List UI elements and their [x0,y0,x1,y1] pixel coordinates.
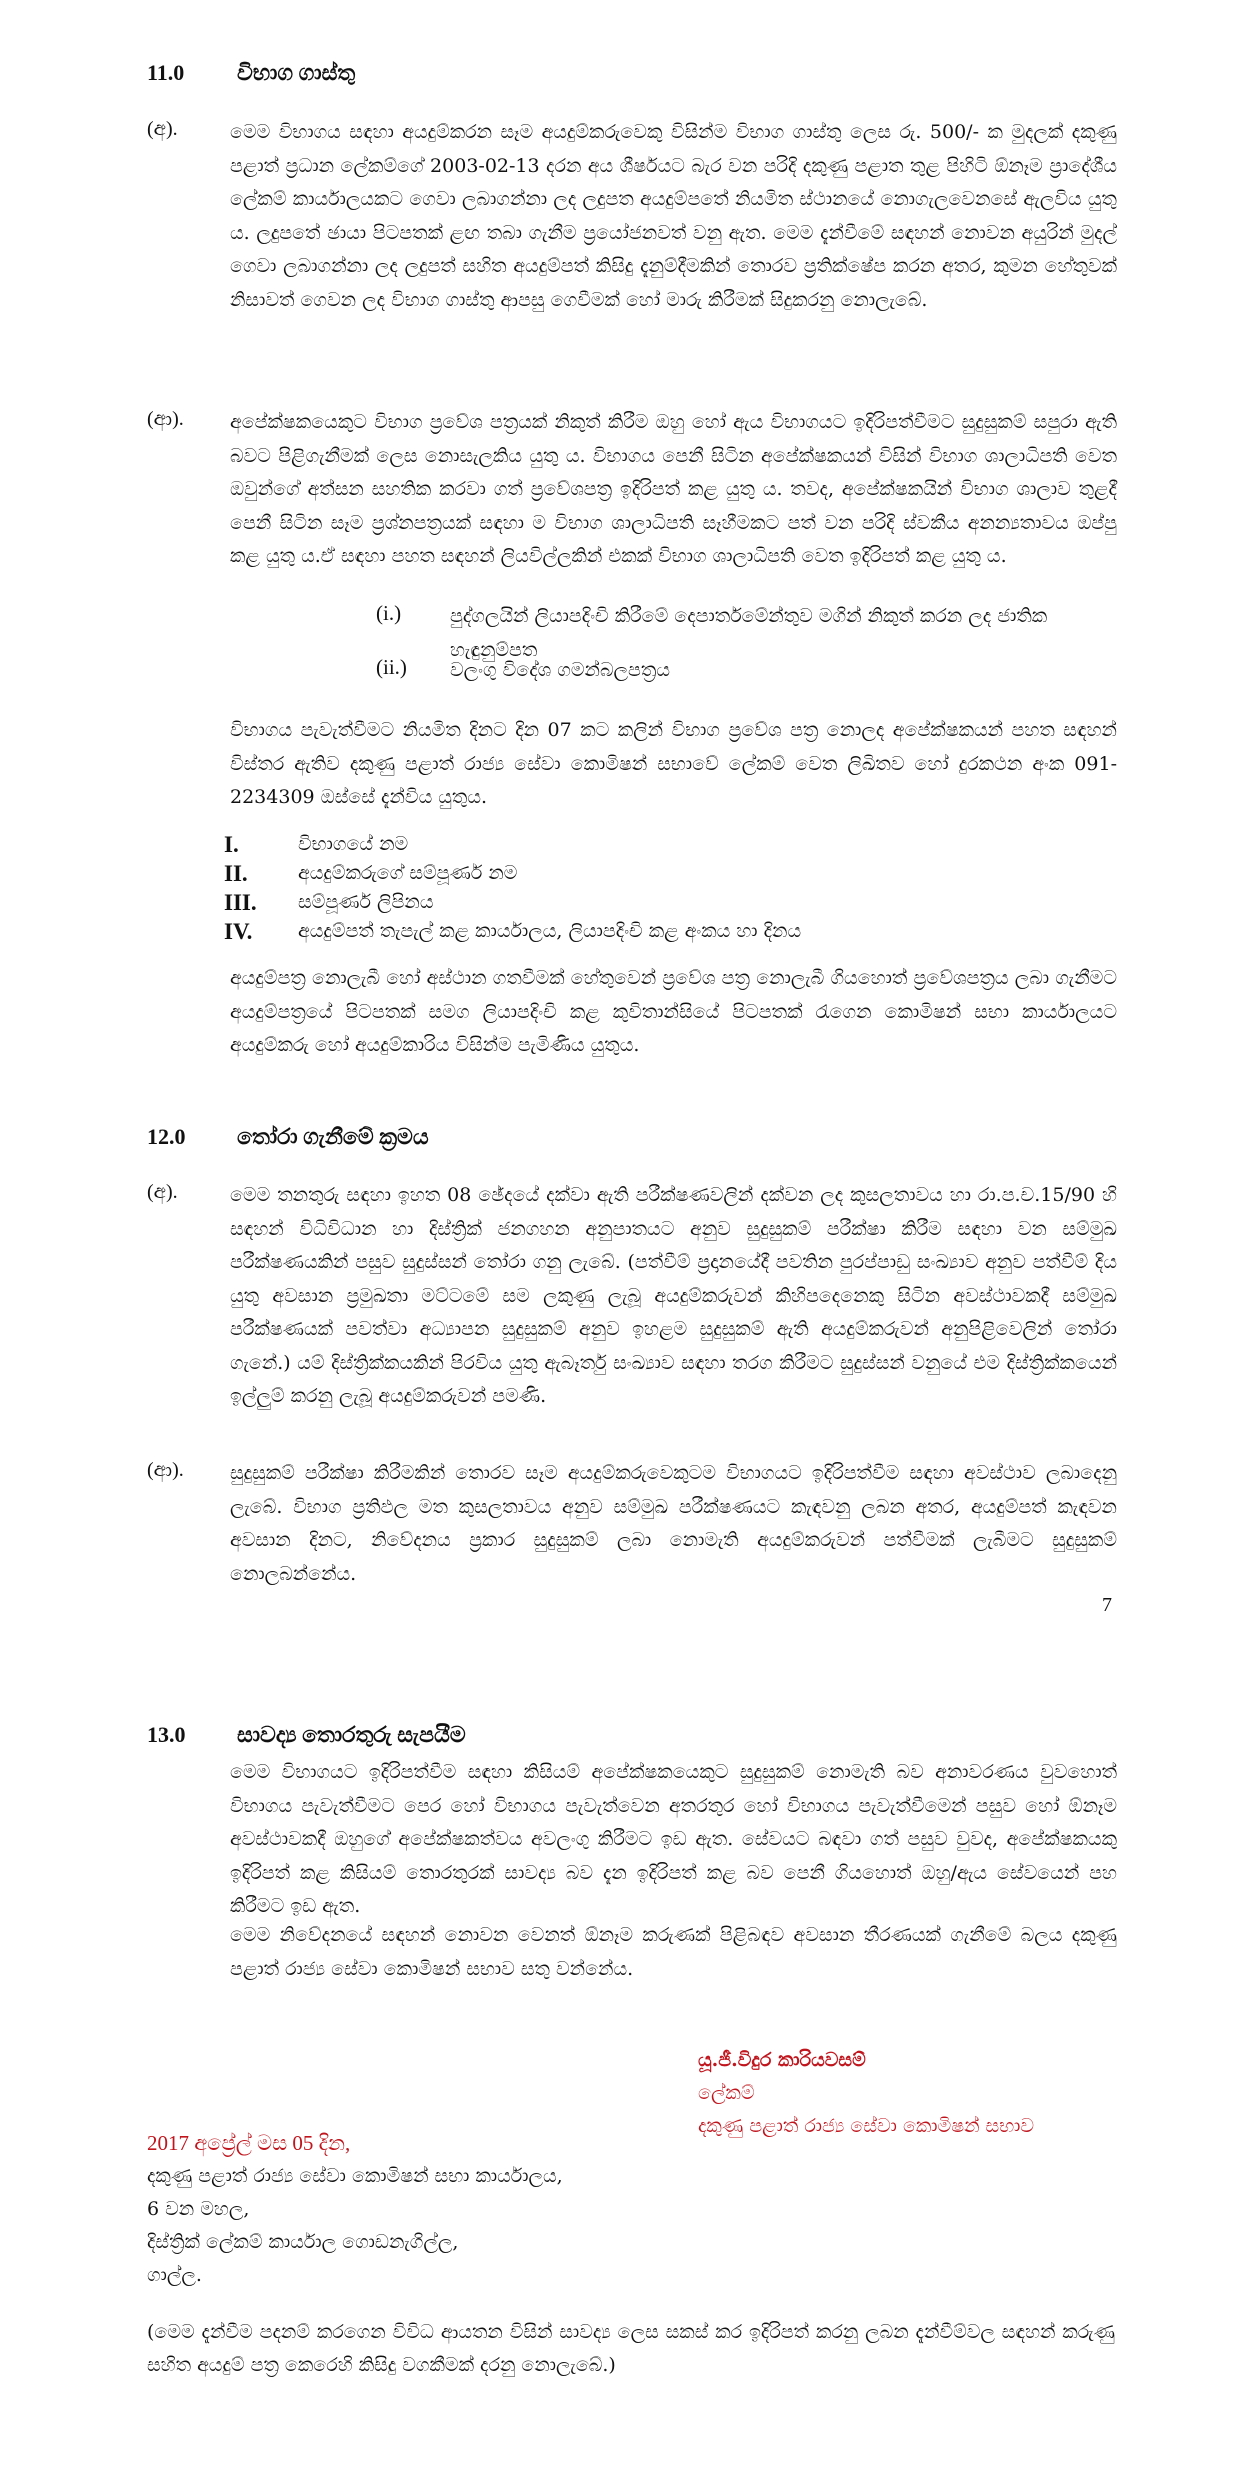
detail-item-1-label: I. [224,832,239,857]
signatory-role: ලේකම් [698,2082,755,2104]
address-line-2: 6 වන මහල, [147,2198,250,2220]
section-11-aa-text: අපේක්ෂකයෙකුට විභාග ප්‍රවේශ පත්‍රයක් නිකුත් කිරීම ඔහු හෝ ඇය විභාගයට ඉදිරිපත්වීමට සුදුසුකම් සපුරා ඇති බවට පිළිගැනීමක් ලෙස නොසැලකිය යුතු ය. විභාගය පෙනී සිටින අපේක්ෂකයන් විසින් විභාග ශාලාධිපති වෙත ඔවුන්ගේ අත්සන සහතික කරවා ගත් ප්‍රවේශපත්‍ර ඉදිරිපත් කළ යුතු ය. තවද, අපේක්ෂකයින් විභාග ශාලාව තුළදී පෙනී සිටින සෑම ප්‍රශ්නපත්‍රයක් සඳහා ම විභාග ශාලාධිපති සෑහීමකට පත් වන පරිදි ස්වකීය අනන්‍යතාවය ඔප්පු කළ යුතු ය.ඒ සඳහා පහත සඳහන් ලියවිල්ලකින් එකක් විභාග ශාලාධිපති වෙත ඉදිරිපත් කළ යුතු ය. [230,411,1117,567]
section-13-heading [147,1722,747,1756]
section-12-aa-label: (ආ). [147,1459,184,1481]
section-11-heading [147,60,747,94]
section-13-number: 13.0 [147,1722,186,1747]
signatory-organization: දකුණු පළාත් රාජ්‍ය සේවා කොමිෂන් සභාව [698,2115,1035,2137]
address-line-4: ගාල්ල. [147,2264,202,2286]
signature-block [698,2044,1034,2143]
disclaimer-footnote: (මෙම දැන්වීම පදනම් කරගෙන විවිධ ආයතන විසින් සාවද්‍ය ලෙස සකස් කර ඉදිරිපත් කරනු ලබන දැන්වීම්වල සඳහන් කරුණු සහිත අයදුම් පත්‍ර කෙරෙහි කිසිදු වගකීමක් දරනු නොලැබේ.) [147,2321,1115,2376]
section-12-title: තෝරා ගැනීමේ ක්‍රමය [237,1124,429,1149]
doc-item-1-label: (i.) [376,601,402,625]
issue-date: 2017 අප්‍රේල් මස 05 දින, [147,2131,351,2155]
section-13-paragraph-1: මෙම විභාගයට ඉදිරිපත්වීම සඳහා කිසියම් අපේක්ෂකයෙකුට සුදුසුකම් නොමැති බව අනාවරණය වුවහොත් විභාගය පැවැත්වීමට පෙර හෝ විභාගය පැවැත්වෙන අතරතුර හෝ විභාගය පැවැත්වීමෙන් පසුව හෝ ඕනෑම අවස්ථාවකදී ඔහුගේ අපේක්ෂකත්වය අවලංගු කිරීමට ඉඩ ඇත. සේවයට බඳවා ගත් පසුව වුවද, අපේක්ෂකයකු ඉදිරිපත් කළ කිසියම් තොරතුරක් සාවද්‍ය බව දැන ඉදිරිපත් කළ බව පෙනී ගියහොත් ඔහු/ඇය සේවයෙන් පහ කිරීමට ඉඩ ඇත. [230,1761,1117,1917]
doc-item-1-text: පුද්ගලයින් ලියාපදිංචි කිරීමේ දෙපාර්තමේන්තුව මගින් නිකුත් කරන ලද ජාතික හැඳුනුම්පත [450,605,1048,661]
address-line-3: දිස්ත්‍රික් ලේකම් කාර්යාල ගොඩනැගිල්ල, [147,2231,459,2253]
section-11-a-label: (අ). [147,118,178,140]
section-11-aa-label: (ආ). [147,408,184,430]
detail-item-2-label: II. [224,861,248,886]
detail-item-4-text: අයදුම්පත් තැපැල් කළ කාර්යාලය, ලියාපදිංචි කළ අංකය හා දිනය [298,920,802,942]
detail-item-3-label: III. [224,890,257,915]
detail-item-1-text: විභාගයේ නම [298,833,409,855]
detail-item-2-text: අයදුම්කරුගේ සම්පූර්ණ නම [298,862,518,884]
signatory-name: යූ.ජී.විදුර කාරියවසම් [698,2049,866,2071]
section-12-aa-text: සුදුසුකම් පරීක්ෂා කිරීමකින් තොරව සෑම අයදුම්කරුවෙකුටම විභාගයට ඉදිරිපත්වීම සඳහා අවස්ථාව ලබාදෙනු ලැබේ. විභාග ප්‍රතිඵල මත කුසලතාවය අනුව සම්මුඛ පරීක්ෂණයට කැඳවනු ලබන අතර, අයදුම්පත් කැඳවන අවසාන දිනට, නිවේදනය ප්‍රකාර සුදුසුකම් ලබා නොමැති අයදුම්කරුවන් පත්වීමක් ලැබීමට සුදුසුකම් නොලබන්නේය. [230,1462,1117,1585]
address-block [147,2127,563,2292]
section-13-paragraph-2: මෙම නිවේදනයේ සඳහන් නොවන වෙනත් ඕනෑම කරුණක් පිළිබඳව අවසාන තීරණයක් ගැනීමේ බලය දකුණු පළාත් රාජ්‍ය සේවා කොමිෂන් සභාව සතු වන්නේය. [230,1924,1117,1980]
section-12-number: 12.0 [147,1124,186,1149]
admission-card-notice: විභාගය පැවැත්වීමට නියමිත දිනට දින 07 කට කලින් විභාග ප්‍රවේශ පත්‍ර නොලද අපේක්ෂකයන් පහත සඳහන් විස්තර ඇතිව දකුණු පළාත් රාජ්‍ය සේවා කොමිෂන් සභාවේ ලේකම් වෙත ලිඛිතව හෝ දුරකථන අංක 091-2234309 ඔස්සේ දැන්විය යුතුය. [230,719,1117,808]
detail-item-3-text: සම්පූර්ණ ලිපිනය [298,891,434,913]
doc-item-2-label: (ii.) [376,655,407,679]
doc-item-2-text: වලංගු විදේශ ගමන්බලපත්‍රය [450,659,670,681]
section-13-title: සාවද්‍ය තොරතුරු සැපයීම [237,1722,466,1747]
section-11-number: 11.0 [147,60,185,85]
address-line-1: දකුණු පළාත් රාජ්‍ය සේවා කොමිෂන් සභා කාර්යාලය, [147,2165,563,2187]
section-12-heading [147,1124,747,1158]
detail-item-4-label: IV. [224,919,253,944]
section-11-title: විභාග ගාස්තු [237,60,356,85]
section-11-a-text: මෙම විභාගය සඳහා අයදුම්කරන සෑම අයදුම්කරුවෙකු විසින්ම විභාග ගාස්තු ලෙස රු. 500/- ක මුදලක් දකුණු පළාත් ප්‍රධාන ලේකම්ගේ 2003-02-13 දරන අය ශීර්ෂයට බැර වන පරිදි දකුණු පළාත තුළ පිහිටි ඕනෑම ප්‍රාදේශීය ලේකම් කාර්යාලයකට ගෙවා ලබාගන්නා ලද ලදුපත අයදුම්පතේ නියමිත ස්ථානයේ නොගැලවෙනසේ ඇලවිය යුතු ය. ලදුපතේ ඡායා පිටපතක් ළඟ තබා ගැනීම ප්‍රයෝජනවත් වනු ඇත. මෙම දැන්වීමේ සඳහන් නොවන අයුරින් මුදල් ගෙවා ලබාගන්නා ලද ලදුපත් සහිත අයදුම්පත් කිසිදු දැනුම්දීමකින් තොරව ප්‍රතික්ෂේප කරන අතර, කුමන හේතුවක් නිසාවත් ගෙවන ලද විභාග ගාස්තු ආපසු ගෙවීමක් හෝ මාරු කිරීමක් සිදුකරනු නොලැබේ. [230,121,1117,311]
page-number: 7 [1102,1594,1112,1616]
admission-card-closing: අයදුම්පත්‍ර නොලැබී හෝ අස්ථාන ගතවීමක් හේතුවෙන් ප්‍රවේශ පත්‍ර නොලැබී ගියහොත් ප්‍රවේශපත්‍රය ලබා ගැනීමට අයදුම්පත්‍රයේ පිටපතක් සමග ලියාපදිංචි කළ කුවිතාන්සියේ පිටපතක් රැගෙන කොමිෂන් සභා කාර්යාලයට අයදුම්කරු හෝ අයදුම්කාරිය විසින්ම පැමිණිය යුතුය. [230,967,1117,1056]
section-12-a-label: (අ). [147,1181,178,1203]
section-12-a-text: මෙම තනතුරු සඳහා ඉහත 08 ඡේදයේ දක්වා ඇති පරීක්ෂණවලින් දක්වන ලද කුසලතාවය හා රා.ප.ච.15/90 හි සඳහන් විධිවිධාන හා දිස්ත්‍රික් ජනගහන අනුපාතයට අනුව සුදුසුකම් පරීක්ෂා කිරීම සඳහා වන සම්මුඛ පරීක්ෂණයකින් පසුව සුදුස්සන් තෝරා ගනු ලැබේ. (පත්වීම් ප්‍රදානයේදී පවතින පුරප්පාඩු සංඛ්‍යාව අනුව පත්වීම් දිය යුතු අවසාන ප්‍රමුඛතා මට්ටමේ සම ලකුණු ලැබූ අයදුම්කරුවන් කිහිපදෙනෙකු සිටින අවස්ථාවකදී සම්මුඛ පරීක්ෂණයක් පවත්වා අධ්‍යාපන සුදුසුකම් අනුව ඉහළම සුදුසුකම් ඇති අයදුම්කරුවන් අනුපිළිවෙලින් තෝරා ගැනේ.) යම් දිස්ත්‍රික්කයකින් පිරවිය යුතු ඇබෑර්තු සංඛ්‍යාව සඳහා තරග කිරීමට සුදුස්සන් වනුයේ එම දිස්ත්‍රික්කයෙන් ඉල්ලුම් කරනු ලැබූ අයදුම්කරුවන් පමණි. [230,1184,1117,1407]
